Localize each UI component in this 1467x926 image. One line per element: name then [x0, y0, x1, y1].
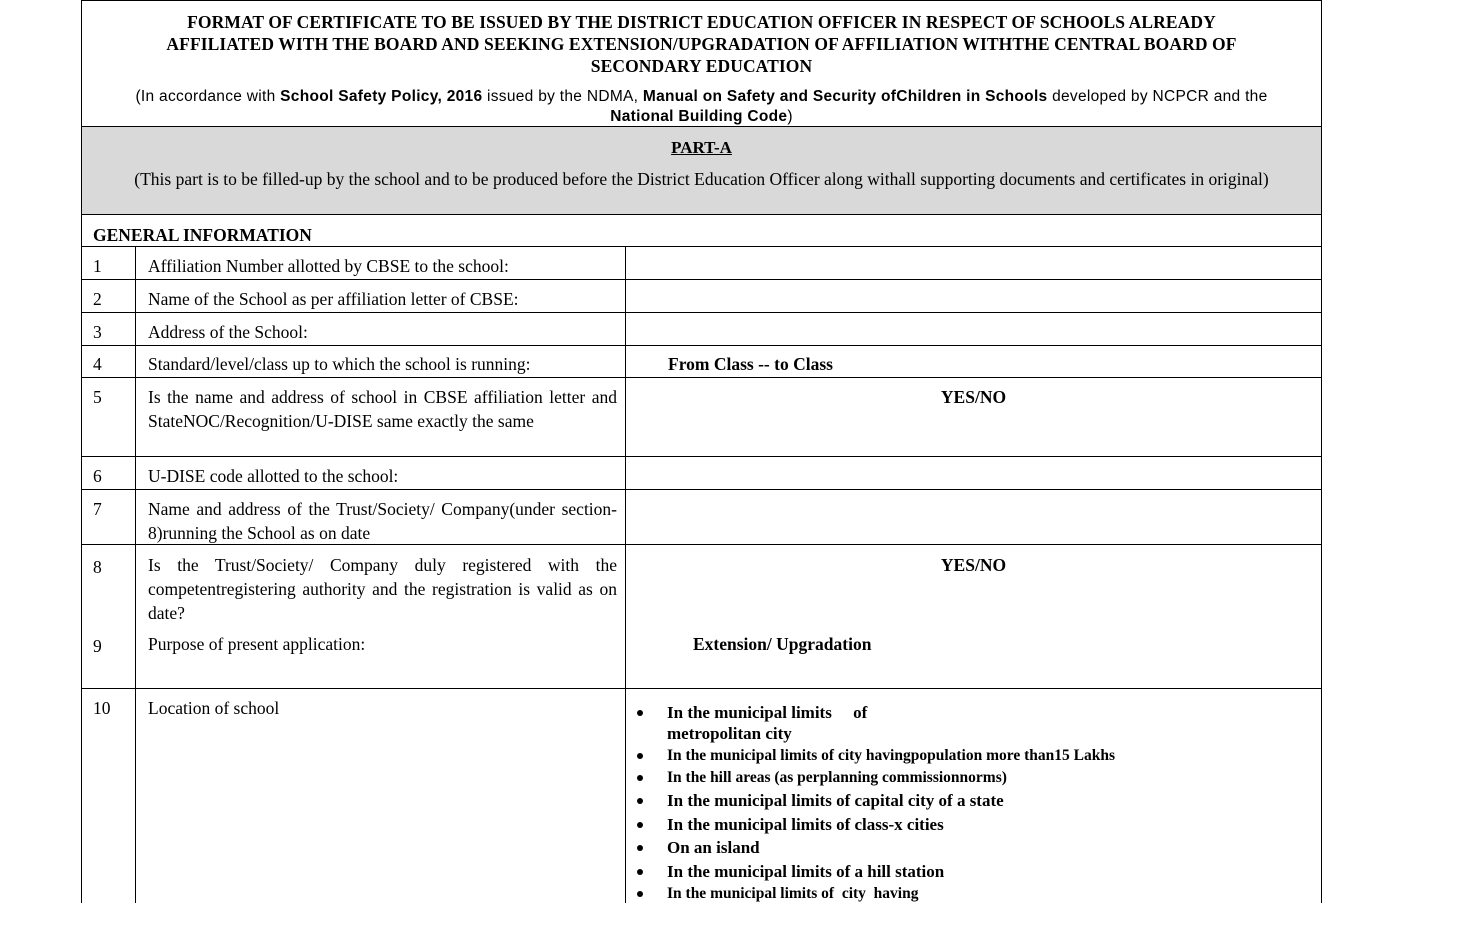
row-label: Address of the School:	[136, 313, 626, 345]
location-option-continued: metropolitan city	[667, 723, 792, 743]
table-row	[82, 689, 1321, 903]
form-subtitle	[102, 87, 1301, 127]
location-options-cell	[626, 689, 1321, 903]
bullet-icon	[637, 891, 643, 897]
bullet-icon	[637, 753, 643, 759]
bullet-icon	[637, 869, 643, 875]
row-number: 1	[82, 247, 136, 279]
table-row	[82, 490, 1321, 545]
row-number: 6	[82, 457, 136, 489]
bullet-icon	[637, 822, 643, 828]
school-name-field[interactable]	[626, 280, 1321, 312]
row-label: Purpose of present application:	[148, 634, 366, 654]
subtitle-text-2: issued by the NDMA,	[482, 88, 643, 105]
school-address-field[interactable]	[626, 313, 1321, 345]
trust-name-address-field[interactable]	[626, 490, 1321, 544]
subtitle-bold-2: Manual on Safety and Security ofChildren in Schools	[642, 88, 1048, 105]
table-row	[82, 313, 1321, 346]
subtitle-text-3: developed by NCPCR and the	[1047, 88, 1268, 105]
row-number: 7	[82, 490, 136, 544]
form-title	[112, 11, 1291, 77]
row-value-cell	[626, 545, 1321, 688]
location-option[interactable]: In the hill areas (as perplanning commissionnorms)	[626, 767, 1321, 789]
row-number: 3	[82, 313, 136, 345]
table-row	[82, 346, 1321, 378]
title-line-1: FORMAT OF CERTIFICATE TO BE ISSUED BY THE DISTRICT EDUCATION OFFICER IN RESPECT OF SCHOOLS ALREADY	[187, 12, 1216, 32]
row-label: Is the Trust/Society/ Company duly registered with the competentregistering authority and the registration is valid as on date?	[148, 555, 617, 623]
row-number-cell	[82, 545, 136, 688]
location-option[interactable]: On an island	[626, 836, 1321, 860]
bullet-icon	[637, 710, 643, 716]
trust-registered-field[interactable]: YES/NO	[940, 555, 1007, 575]
row-label: U-DISE code allotted to the school:	[136, 457, 626, 489]
row-number: 5	[82, 378, 136, 456]
row-label: Name of the School as per affiliation letter of CBSE:	[136, 280, 626, 312]
part-a-section	[82, 127, 1321, 215]
table-row	[82, 378, 1321, 457]
part-a-title: PART-A	[671, 138, 732, 157]
udise-code-field[interactable]	[626, 457, 1321, 489]
location-option[interactable]: In the municipal limits of class-x cities	[626, 813, 1321, 837]
location-option[interactable]: In the municipal limits of	[626, 701, 1321, 725]
application-purpose-field[interactable]: Extension/ Upgradation	[693, 634, 872, 654]
title-line-2: AFFILIATED WITH THE BOARD AND SEEKING EXTENSION/UPGRADATION OF AFFILIATION WITHTHE CENTRAL BOARD OF	[166, 34, 1237, 54]
table-row	[82, 457, 1321, 490]
subtitle-bold-1: School Safety Policy, 2016	[280, 88, 483, 105]
row-label: Name and address of the Trust/Society/ Company(under section-8)running the School as on date	[136, 490, 626, 544]
row-number: 10	[82, 689, 136, 903]
class-range-field[interactable]: From Class -- to Class	[668, 354, 833, 374]
row-label: Affiliation Number allotted by CBSE to the school:	[136, 247, 626, 279]
location-option[interactable]: In the municipal limits of capital city of a state	[626, 789, 1321, 813]
location-option[interactable]: In the municipal limits of a hill station	[626, 860, 1321, 884]
location-option[interactable]: In the municipal limits of city having	[626, 883, 1321, 903]
row-number: 8	[93, 557, 102, 577]
subtitle-bold-3: National Building Code	[610, 108, 788, 125]
subtitle-text-4: )	[787, 108, 793, 125]
bullet-icon	[637, 798, 643, 804]
affiliation-number-field[interactable]	[626, 247, 1321, 279]
row-label-cell	[136, 545, 626, 688]
bullet-icon	[637, 845, 643, 851]
row-label: Location of school	[136, 689, 626, 903]
row-label: Standard/level/class up to which the school is running:	[136, 346, 626, 377]
row-number: 2	[82, 280, 136, 312]
form-header	[82, 1, 1321, 127]
bullet-icon	[637, 775, 643, 781]
subtitle-text-1: (In accordance with	[135, 88, 281, 105]
name-address-same-field[interactable]: YES/NO	[940, 387, 1007, 407]
row-number: 4	[82, 346, 136, 377]
row-label: Is the name and address of school in CBSE affiliation letter and StateNOC/Recognition/U-DISE same exactly the same	[136, 378, 626, 456]
table-row	[82, 280, 1321, 313]
location-options-list	[626, 701, 1321, 903]
general-information-heading: GENERAL INFORMATION	[82, 215, 1321, 247]
table-row	[82, 247, 1321, 280]
location-option[interactable]: In the municipal limits of city havingpopulation more than15 Lakhs	[626, 745, 1321, 767]
title-line-3: SECONDARY EDUCATION	[590, 56, 813, 76]
row-number: 9	[93, 636, 102, 656]
part-a-note: (This part is to be filled-up by the school and to be produced before the District Education Officer along withall supporting documents and certificates in original)	[134, 169, 1269, 189]
table-row	[82, 545, 1321, 689]
certificate-form	[81, 0, 1322, 903]
